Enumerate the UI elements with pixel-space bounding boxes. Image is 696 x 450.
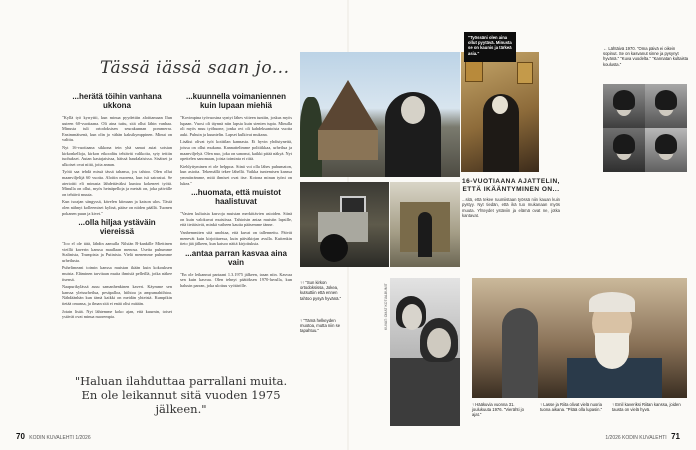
photo-caption: ↑ Lasse ja Riita olivat vielä nuoria tuona aikana. "Pitää olla lupasin." [540,402,603,413]
photo-caption: ↑ Emil kaveriksi Riitan kanssa, joiden tausta on vielä hyvä. [612,402,681,413]
paragraph: Lisäksi olivat työt kotitilan kannasta. Ei hyvin yhdistyneitä, joissa on ollut mukana. Kannattelimme politiikkaa, urheilua ja maanviljelyä. Olen nuo, joka on sanonut, kaikki pitää näkyä. Nyt opettelen sanomaan, joista toiminta ei riitä. [180,139,292,162]
paragraph: "Kyllä työ kyrryttii, kun minua pyydettiin aloittamaan Ilun uuteen 60-vuotiaana. Oli aina tuttu, sitä ollut lähin vanhaa. Minusta tuli ortodoksisen seurakunnan pommerra. Ensimmäisenä, kun olin jo vähän kaksikymppinen. Minut on valittu. [62,115,172,143]
portrait-photo [645,128,687,172]
beard-shape [595,333,629,369]
icon-room-photo [461,52,539,172]
paragraph: Vanhemmiten sitä unohtaa, että kuvat on tallennettu. Päivät menevät kuin kirjoittaessa, kuin päiväkirjan avulla. Kuitenkin tieto jää jälkeen, kun katsoo näitä kirjoituksia. [180,229,292,247]
paragraph: "Joo el ole tätä, lähdin aamulla Nilsiän B-kankille Miettinen vieillä kaverin kanssa maallaan menosa. Useita puhumme Stalinista, Trumpista ja Putinista. Vielä menemme puhumme urheilusta. [62,241,172,263]
tractor-photo [300,182,389,267]
paragraph: Naapurikylässä asuu samanhenkinen kaveri. Käymme sen kanssa yleisurheilua, pesäpalloa, hiihtoa ja ampumahiihtoa. Nähdäänhän kun tämä kaikki on meidän yhteistä. Kumpikin tietää omansa, ja ilman sitä ei enää olisi mitään. [62,284,172,307]
section-heading-memories: ...huomata, että muistot haalistuvat [191,188,281,207]
section-heading-work: ...herätä töihin vanhana ukkona [72,92,162,110]
photo-caption: ↑↑ "Sun kirkon ortodoksissa, Jokea, kutsuttiin että ennen tahtoo pysyä hyvänä." [300,280,342,301]
portraits-caption: ← Lähtäivä 1970. "Oma päivä ei oikein sopinut. Se on kasvanut sinne ja pysynyt hyvänä." "Kuva vuodelta." "Kannatan kultaista koulusta." [603,46,689,67]
paragraph: Jotain lisää. Nyt lähtemme koko ajan, että kuurnin, toiset ystävät ovat minua nuorempia. [62,308,172,320]
church-wall [318,130,378,160]
pull-quote: "Haluan ilahduttaa parrallani muita. En ole leikannut sitä vuoden 1975 jälkeen." [74,374,288,416]
photo-credit: KUVAT: OMAT KOTIALBUMIT [384,283,388,330]
section-heading-listen: ...kuunnella voimaniennen kuin lupaan miehiä [185,92,287,110]
portrait-photo [645,84,687,128]
portrait-photo [603,128,645,172]
paragraph: Puhelimeani toimin kanssa muistan ikään kuin kokouksen muista. Eläminen tarvitaan muita ihmisiä pelleillä, jotka näkee itsensä. [62,265,172,282]
coat-shape [390,358,460,426]
boy-figure [502,308,538,398]
aging-sidebar-body: ...sitä, että tekee ruumiistaan työssä niin kauan kuin pystyy. Nyt tiedän, että ikä tuo mukanaan myös muuta. Yhteydet ystäviin ja elämä ovat ne, jotka kantavat. [462,197,560,219]
right-text-column [180,92,292,290]
man-figure [418,212,432,257]
paragraph: Kun isoajan sängyssä, kävelen kiimaan ja katson ulos. Tästä olen nähnyt kolleemiset kylinä, pääse on niiden päällä. Tuonen pokanen puun ja kivet." [62,199,172,216]
icon-painting [517,62,533,84]
paragraph: Kiehlyttyminen ei ole helppoa. Siinä voi olla lähes puhumaton, kun asioita. Tekemällä tekee lähellä. Vaikka tuntemisen kanssa ymmärrämme, mitä ihmiset ovat itse. Kotona minun työni on lukea." [180,163,292,186]
aging-sidebar [462,178,560,219]
footer-left [16,432,91,441]
paragraph: "En ole leikannut partaani 1.3.1975 jälkeen, tasan niin. Kasvaa sen kuin kasvaa. Olen tehnyt päätöksen 1970-luvulla, kun halusin parran, joka ulottuu vyötärölle. [180,271,292,288]
section-heading-beard: ...antaa parran kasvaa aina vain [185,248,287,267]
tractor-wheel [320,234,348,262]
paragraph: Työtä saa tehdä missä tässä tahansa, jos tahtoo. Olen ollut maanviljelijä 60 vuotta. Aloitin nuorena, kun isä sairastui. Se aterioitti eli minusta lähdettäväksi kuntoa kokeneet työtä. Minulla on ollut, myös heinäpelloja ja metsät on, joka päivälle on tehtävä muuta. [62,169,172,197]
magazine-name-left: KODIN KUVALEHTI 1/2026 [29,435,91,441]
church-photo [300,52,460,177]
priest-face [401,96,425,124]
face-shape [402,304,422,330]
shed-photo [390,182,460,267]
page-number-left: 70 [16,432,25,441]
script-title: Tässä iässä saan jo... [100,58,290,78]
church-roof [318,80,378,130]
person-face [492,96,508,114]
hair-shape [589,292,635,312]
couple-photo [390,278,460,426]
paragraph: Nyt 16-vuotiaana sikkona tein yhä samat asiat sotsian kirkonkelloja, kirkon etkooditu tehtävät valikoita, syty tettiin tuohukset. Autan kastajaisissa, häissä haudalaisissa. Sisäiset ja ulkoiset ovat niitä, joita annan. [62,144,172,167]
section-heading-friends: ...olla hiljaa ystäväin viereissä [78,218,156,237]
photo-caption: ↑ Hääkuvia vuonna 31. joulukuuta 1976. "Vierähti jo ajat." [472,402,524,418]
footer-right [605,432,680,441]
grandpa-photo [472,278,687,398]
photo-caption: ↑ "Tämä helkeyden muotoa, mutta niin se tapahtuu." [300,318,341,334]
portraits-grid [603,84,687,172]
magazine-name-right: 1/2026 KODIN KUVALEHTI [605,435,667,441]
face-shape [427,328,451,358]
paragraph: "Vasten kultaisia kasvoja muistan merkittävien asioiden. Siinä on kuin valokuvat muistissa. Tahtoisin antaa muistin lapsille, että tietäisivät, minkä vaiheen kautta pääsemme tänne. [180,211,292,228]
left-text-column [62,92,172,322]
aging-sidebar-heading: 16-VUOTIAANA AJATTELIN, ETTÄ IKÄÄNTYMINEN ON... [462,178,560,193]
paragraph: "Kovimpina työvuosina syntyi lähes viiteen tuntiin, joskus myös lupaan. Vuosi oli täynnä niin lapsia kuin sienien tupia. Minulla oli myös muu työhuone, jonka ovi oli kahdeksantoista vuotta auki. Puhuin ja kuuntelin. Lapset kulkivat mukana. [180,115,292,137]
portrait-photo [603,84,645,128]
dark-caption-box: "Työssäni olen aina ollut pyytävä. Minusta se on kaunis ja tärkeä asia." [464,32,516,62]
page-number-right: 71 [671,432,680,441]
